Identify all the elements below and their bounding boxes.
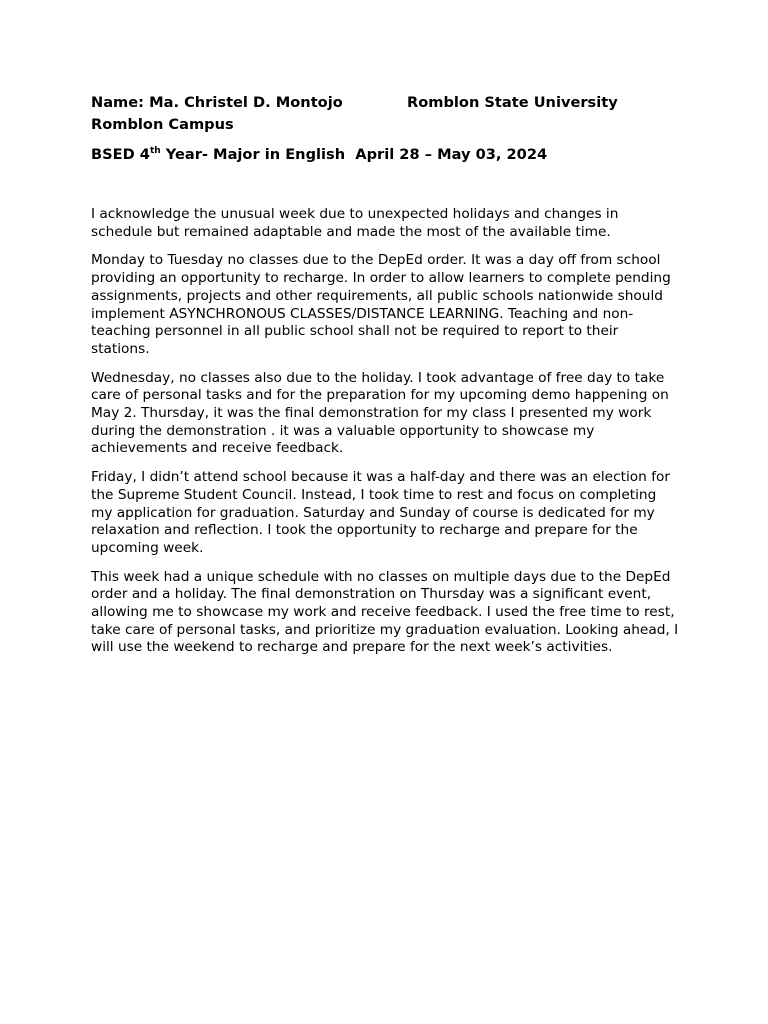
body-text bbox=[91, 206, 681, 668]
paragraph-monday-tuesday: Monday to Tuesday no classes due to the DepEd order. It was a day off from school providing an opportunity to recharge. In order to allow learners to complete pending assignments, projects and other requirements, all public schools nationwide should implement ASYNCHRONOUS CLASSES/DISTANCE LEARNING. Teaching and non-teaching personnel in all public school shall not be required to report to their stations. bbox=[91, 252, 671, 357]
header-block bbox=[91, 92, 691, 136]
university-name: Romblon State University bbox=[407, 94, 618, 111]
course-line bbox=[91, 145, 547, 165]
paragraph-friday-weekend: Friday, I didn’t attend school because it was a half-day and there was an election for the Supreme Student Council. Instead, I took time to rest and focus on completing my application for graduation. Saturday and Sunday of course is dedicated for my relaxation and reflection. I took the opportunity to recharge and prepare for the upcoming week. bbox=[91, 469, 671, 556]
paragraph-intro: I acknowledge the unusual week due to unexpected holidays and changes in schedule but remained adaptable and made the most of the available time. bbox=[91, 206, 619, 240]
student-name: Name: Ma. Christel D. Montojo bbox=[91, 94, 343, 111]
campus-name: Romblon Campus bbox=[91, 116, 234, 133]
date-range: April 28 – May 03, 2024 bbox=[355, 146, 548, 163]
paragraph-wednesday-thursday: Wednesday, no classes also due to the holiday. I took advantage of free day to take care of personal tasks and for the preparation for my upcoming demo happening on May 2. Thursday, it was the final demonstration for my class I presented my work during the demonstration . it was a valuable opportunity to showcase my achievements and receive feedback. bbox=[91, 369, 669, 457]
paragraph-summary: This week had a unique schedule with no classes on multiple days due to the DepEd order and a holiday. The final demonstration on Thursday was a significant event, allowing me to showcase my work and receive feedback. I used the free time to rest, take care of personal tasks, and prioritize my graduation evaluation. Looking ahead, I will use the weekend to recharge and prepare for the next week’s activities. bbox=[91, 568, 679, 656]
course-superscript: th bbox=[149, 146, 161, 157]
course-prefix: BSED 4 bbox=[91, 146, 150, 163]
course-suffix: Year- Major in English bbox=[160, 146, 346, 163]
